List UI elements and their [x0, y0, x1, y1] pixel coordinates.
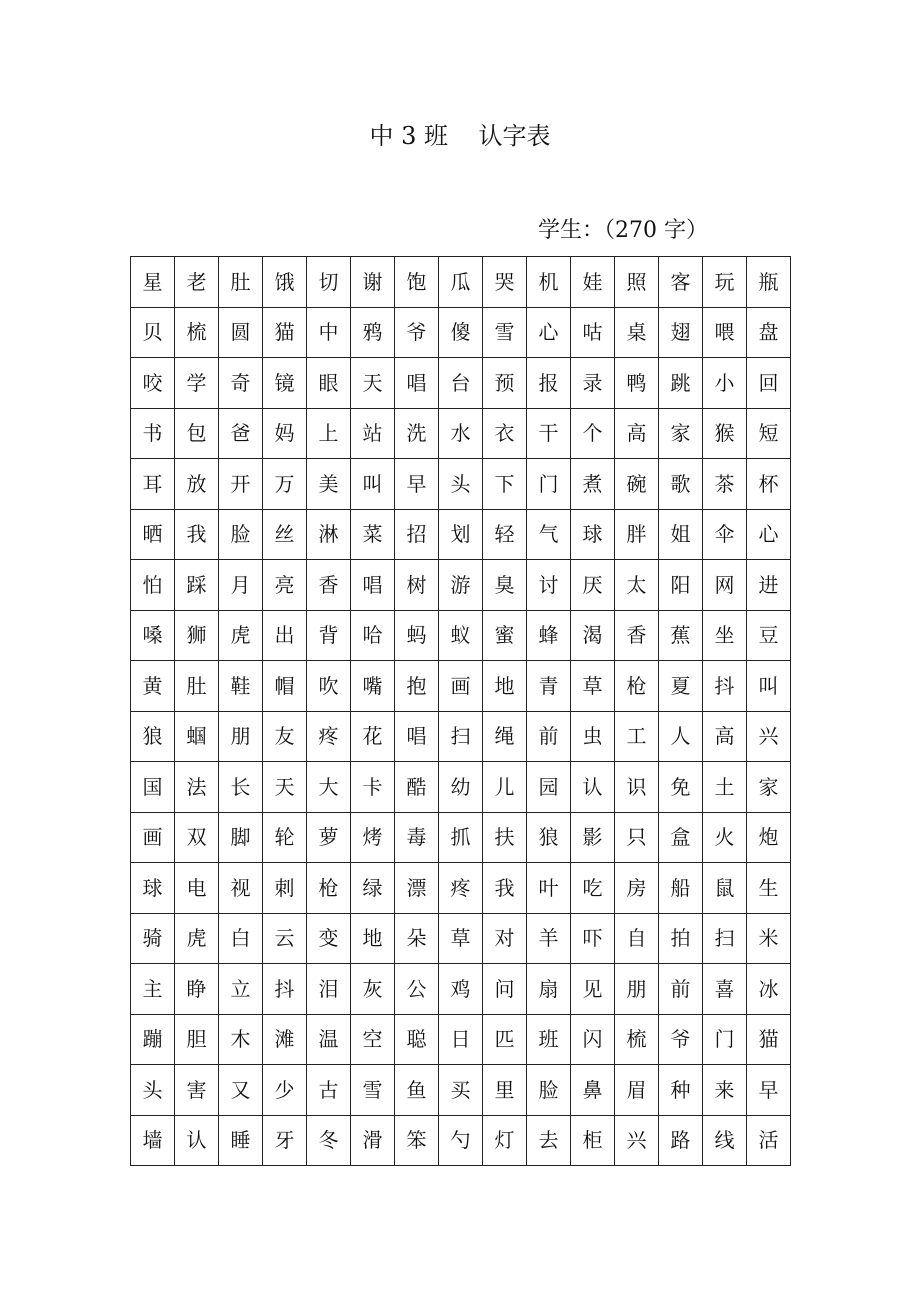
character-cell: 园 — [527, 762, 571, 813]
character-cell: 蹦 — [131, 1014, 175, 1065]
character-cell: 月 — [219, 560, 263, 611]
character-cell: 人 — [659, 711, 703, 762]
character-cell: 鸡 — [439, 964, 483, 1015]
character-cell: 老 — [175, 257, 219, 308]
character-cell: 绳 — [483, 711, 527, 762]
character-cell: 鸦 — [351, 307, 395, 358]
character-cell: 机 — [527, 257, 571, 308]
character-cell: 鱼 — [395, 1065, 439, 1116]
character-cell: 狼 — [527, 812, 571, 863]
character-cell: 蜂 — [527, 610, 571, 661]
character-cell: 鼻 — [571, 1065, 615, 1116]
character-cell: 种 — [659, 1065, 703, 1116]
character-cell: 回 — [747, 358, 791, 409]
character-row — [131, 358, 791, 409]
character-cell: 渴 — [571, 610, 615, 661]
character-cell: 兴 — [747, 711, 791, 762]
character-cell: 船 — [659, 863, 703, 914]
character-cell: 气 — [527, 509, 571, 560]
character-cell: 古 — [307, 1065, 351, 1116]
character-cell: 前 — [659, 964, 703, 1015]
character-cell: 学 — [175, 358, 219, 409]
character-cell: 雪 — [351, 1065, 395, 1116]
character-cell: 漂 — [395, 863, 439, 914]
character-cell: 胖 — [615, 509, 659, 560]
character-cell: 抱 — [395, 661, 439, 712]
character-cell: 讨 — [527, 560, 571, 611]
character-cell: 傻 — [439, 307, 483, 358]
character-cell: 豆 — [747, 610, 791, 661]
character-cell: 厌 — [571, 560, 615, 611]
character-cell: 胆 — [175, 1014, 219, 1065]
character-cell: 踩 — [175, 560, 219, 611]
character-row — [131, 863, 791, 914]
character-cell: 姐 — [659, 509, 703, 560]
character-cell: 勺 — [439, 1115, 483, 1166]
character-cell: 高 — [703, 711, 747, 762]
character-cell: 游 — [439, 560, 483, 611]
character-cell: 法 — [175, 762, 219, 813]
character-cell: 早 — [395, 459, 439, 510]
character-cell: 翅 — [659, 307, 703, 358]
character-cell: 认 — [175, 1115, 219, 1166]
character-cell: 睁 — [175, 964, 219, 1015]
character-cell: 冰 — [747, 964, 791, 1015]
character-row — [131, 711, 791, 762]
character-cell: 肚 — [219, 257, 263, 308]
character-cell: 万 — [263, 459, 307, 510]
character-cell: 洗 — [395, 408, 439, 459]
character-cell: 高 — [615, 408, 659, 459]
character-cell: 开 — [219, 459, 263, 510]
character-cell: 晒 — [131, 509, 175, 560]
character-cell: 录 — [571, 358, 615, 409]
character-cell: 朵 — [395, 913, 439, 964]
character-cell: 划 — [439, 509, 483, 560]
character-cell: 睡 — [219, 1115, 263, 1166]
character-cell: 背 — [307, 610, 351, 661]
character-cell: 毒 — [395, 812, 439, 863]
character-cell: 儿 — [483, 762, 527, 813]
character-cell: 香 — [615, 610, 659, 661]
character-cell: 画 — [439, 661, 483, 712]
character-cell: 蚁 — [439, 610, 483, 661]
character-cell: 亮 — [263, 560, 307, 611]
character-cell: 短 — [747, 408, 791, 459]
character-cell: 蕉 — [659, 610, 703, 661]
character-cell: 朋 — [219, 711, 263, 762]
character-cell: 主 — [131, 964, 175, 1015]
character-cell: 帽 — [263, 661, 307, 712]
character-cell: 娃 — [571, 257, 615, 308]
character-cell: 奇 — [219, 358, 263, 409]
character-cell: 扫 — [439, 711, 483, 762]
character-cell: 爷 — [395, 307, 439, 358]
character-cell: 对 — [483, 913, 527, 964]
character-cell: 丝 — [263, 509, 307, 560]
character-cell: 路 — [659, 1115, 703, 1166]
character-cell: 伞 — [703, 509, 747, 560]
character-cell: 碗 — [615, 459, 659, 510]
character-cell: 爷 — [659, 1014, 703, 1065]
character-cell: 花 — [351, 711, 395, 762]
character-cell: 球 — [571, 509, 615, 560]
character-cell: 客 — [659, 257, 703, 308]
character-cell: 扫 — [703, 913, 747, 964]
character-cell: 太 — [615, 560, 659, 611]
character-row — [131, 661, 791, 712]
character-cell: 变 — [307, 913, 351, 964]
character-cell: 冬 — [307, 1115, 351, 1166]
character-cell: 匹 — [483, 1014, 527, 1065]
character-cell: 滩 — [263, 1014, 307, 1065]
character-cell: 个 — [571, 408, 615, 459]
character-cell: 笨 — [395, 1115, 439, 1166]
character-cell: 鞋 — [219, 661, 263, 712]
character-cell: 书 — [131, 408, 175, 459]
character-cell: 雪 — [483, 307, 527, 358]
character-cell: 灯 — [483, 1115, 527, 1166]
character-cell: 猴 — [703, 408, 747, 459]
character-cell: 出 — [263, 610, 307, 661]
character-cell: 生 — [747, 863, 791, 914]
character-cell: 猫 — [263, 307, 307, 358]
character-cell: 蝈 — [175, 711, 219, 762]
character-cell: 画 — [131, 812, 175, 863]
character-cell: 唱 — [395, 711, 439, 762]
character-cell: 蚂 — [395, 610, 439, 661]
character-cell: 我 — [483, 863, 527, 914]
character-cell: 朋 — [615, 964, 659, 1015]
character-cell: 炮 — [747, 812, 791, 863]
character-cell: 臭 — [483, 560, 527, 611]
character-cell: 台 — [439, 358, 483, 409]
character-cell: 国 — [131, 762, 175, 813]
character-cell: 闪 — [571, 1014, 615, 1065]
character-cell: 枪 — [307, 863, 351, 914]
character-cell: 圆 — [219, 307, 263, 358]
character-cell: 吹 — [307, 661, 351, 712]
character-cell: 线 — [703, 1115, 747, 1166]
character-cell: 肚 — [175, 661, 219, 712]
character-cell: 照 — [615, 257, 659, 308]
character-cell: 衣 — [483, 408, 527, 459]
character-cell: 脸 — [527, 1065, 571, 1116]
character-cell: 妈 — [263, 408, 307, 459]
character-cell: 我 — [175, 509, 219, 560]
character-cell: 视 — [219, 863, 263, 914]
character-cell: 贝 — [131, 307, 175, 358]
character-cell: 家 — [747, 762, 791, 813]
character-cell: 影 — [571, 812, 615, 863]
character-row — [131, 509, 791, 560]
character-cell: 脸 — [219, 509, 263, 560]
character-cell: 饿 — [263, 257, 307, 308]
character-cell: 抖 — [703, 661, 747, 712]
character-cell: 鸭 — [615, 358, 659, 409]
character-cell: 谢 — [351, 257, 395, 308]
character-cell: 咕 — [571, 307, 615, 358]
character-table — [130, 256, 791, 1166]
character-cell: 家 — [659, 408, 703, 459]
character-cell: 疼 — [307, 711, 351, 762]
character-cell: 班 — [527, 1014, 571, 1065]
character-cell: 前 — [527, 711, 571, 762]
character-cell: 扇 — [527, 964, 571, 1015]
character-cell: 坐 — [703, 610, 747, 661]
character-row — [131, 913, 791, 964]
character-cell: 只 — [615, 812, 659, 863]
character-cell: 活 — [747, 1115, 791, 1166]
character-cell: 蜜 — [483, 610, 527, 661]
character-cell: 房 — [615, 863, 659, 914]
character-cell: 包 — [175, 408, 219, 459]
character-cell: 淋 — [307, 509, 351, 560]
character-cell: 小 — [703, 358, 747, 409]
character-cell: 站 — [351, 408, 395, 459]
character-cell: 见 — [571, 964, 615, 1015]
character-cell: 虫 — [571, 711, 615, 762]
character-cell: 绿 — [351, 863, 395, 914]
character-cell: 滑 — [351, 1115, 395, 1166]
character-cell: 骑 — [131, 913, 175, 964]
character-cell: 草 — [571, 661, 615, 712]
character-cell: 刺 — [263, 863, 307, 914]
character-cell: 地 — [483, 661, 527, 712]
character-cell: 幼 — [439, 762, 483, 813]
character-cell: 免 — [659, 762, 703, 813]
character-cell: 梳 — [175, 307, 219, 358]
character-cell: 盘 — [747, 307, 791, 358]
character-cell: 萝 — [307, 812, 351, 863]
character-cell: 切 — [307, 257, 351, 308]
character-cell: 招 — [395, 509, 439, 560]
character-cell: 认 — [571, 762, 615, 813]
character-cell: 叫 — [747, 661, 791, 712]
character-cell: 饱 — [395, 257, 439, 308]
character-row — [131, 964, 791, 1015]
character-row — [131, 560, 791, 611]
character-cell: 嘴 — [351, 661, 395, 712]
character-cell: 瓶 — [747, 257, 791, 308]
character-row — [131, 257, 791, 308]
character-cell: 喜 — [703, 964, 747, 1015]
character-cell: 立 — [219, 964, 263, 1015]
character-row — [131, 408, 791, 459]
character-cell: 大 — [307, 762, 351, 813]
character-cell: 狮 — [175, 610, 219, 661]
character-cell: 头 — [439, 459, 483, 510]
character-row — [131, 1014, 791, 1065]
character-cell: 扶 — [483, 812, 527, 863]
character-cell: 歌 — [659, 459, 703, 510]
character-cell: 草 — [439, 913, 483, 964]
character-cell: 虎 — [175, 913, 219, 964]
character-cell: 爸 — [219, 408, 263, 459]
character-cell: 网 — [703, 560, 747, 611]
character-row — [131, 459, 791, 510]
character-cell: 柜 — [571, 1115, 615, 1166]
character-cell: 米 — [747, 913, 791, 964]
character-cell: 早 — [747, 1065, 791, 1116]
character-cell: 跳 — [659, 358, 703, 409]
character-cell: 怕 — [131, 560, 175, 611]
character-cell: 吓 — [571, 913, 615, 964]
character-cell: 星 — [131, 257, 175, 308]
character-table-body — [131, 257, 791, 1166]
character-cell: 枪 — [615, 661, 659, 712]
character-cell: 牙 — [263, 1115, 307, 1166]
character-cell: 里 — [483, 1065, 527, 1116]
character-cell: 酷 — [395, 762, 439, 813]
character-cell: 空 — [351, 1014, 395, 1065]
character-cell: 电 — [175, 863, 219, 914]
page-title: 中 3 班 认字表 — [369, 122, 551, 150]
character-cell: 来 — [703, 1065, 747, 1116]
character-cell: 盒 — [659, 812, 703, 863]
character-cell: 脚 — [219, 812, 263, 863]
character-cell: 兴 — [615, 1115, 659, 1166]
character-cell: 聪 — [395, 1014, 439, 1065]
character-cell: 识 — [615, 762, 659, 813]
character-cell: 去 — [527, 1115, 571, 1166]
character-cell: 叶 — [527, 863, 571, 914]
character-cell: 球 — [131, 863, 175, 914]
character-cell: 轮 — [263, 812, 307, 863]
character-cell: 自 — [615, 913, 659, 964]
character-cell: 头 — [131, 1065, 175, 1116]
character-cell: 地 — [351, 913, 395, 964]
character-cell: 墙 — [131, 1115, 175, 1166]
character-cell: 下 — [483, 459, 527, 510]
character-cell: 鼠 — [703, 863, 747, 914]
character-cell: 唱 — [395, 358, 439, 409]
character-cell: 疼 — [439, 863, 483, 914]
character-cell: 问 — [483, 964, 527, 1015]
character-cell: 煮 — [571, 459, 615, 510]
character-cell: 哈 — [351, 610, 395, 661]
character-row — [131, 307, 791, 358]
character-cell: 叫 — [351, 459, 395, 510]
character-cell: 门 — [703, 1014, 747, 1065]
character-cell: 香 — [307, 560, 351, 611]
character-cell: 抓 — [439, 812, 483, 863]
character-cell: 长 — [219, 762, 263, 813]
character-cell: 土 — [703, 762, 747, 813]
student-label: 学生：（270 字） — [538, 218, 708, 243]
character-cell: 心 — [747, 509, 791, 560]
character-cell: 日 — [439, 1014, 483, 1065]
character-cell: 买 — [439, 1065, 483, 1116]
character-cell: 干 — [527, 408, 571, 459]
character-cell: 少 — [263, 1065, 307, 1116]
character-cell: 虎 — [219, 610, 263, 661]
character-cell: 眼 — [307, 358, 351, 409]
character-cell: 火 — [703, 812, 747, 863]
character-cell: 咬 — [131, 358, 175, 409]
character-cell: 心 — [527, 307, 571, 358]
character-cell: 木 — [219, 1014, 263, 1065]
character-cell: 青 — [527, 661, 571, 712]
character-cell: 茶 — [703, 459, 747, 510]
character-cell: 杯 — [747, 459, 791, 510]
character-cell: 耳 — [131, 459, 175, 510]
character-cell: 阳 — [659, 560, 703, 611]
character-cell: 菜 — [351, 509, 395, 560]
character-cell: 灰 — [351, 964, 395, 1015]
character-cell: 梳 — [615, 1014, 659, 1065]
character-cell: 猫 — [747, 1014, 791, 1065]
character-cell: 眉 — [615, 1065, 659, 1116]
character-cell: 唱 — [351, 560, 395, 611]
character-cell: 水 — [439, 408, 483, 459]
character-cell: 桌 — [615, 307, 659, 358]
character-row — [131, 762, 791, 813]
character-cell: 上 — [307, 408, 351, 459]
character-cell: 云 — [263, 913, 307, 964]
character-cell: 进 — [747, 560, 791, 611]
character-cell: 温 — [307, 1014, 351, 1065]
character-cell: 抖 — [263, 964, 307, 1015]
character-cell: 预 — [483, 358, 527, 409]
character-row — [131, 1115, 791, 1166]
character-cell: 狼 — [131, 711, 175, 762]
character-cell: 卡 — [351, 762, 395, 813]
character-cell: 玩 — [703, 257, 747, 308]
character-row — [131, 1065, 791, 1116]
character-cell: 拍 — [659, 913, 703, 964]
character-cell: 美 — [307, 459, 351, 510]
character-cell: 喂 — [703, 307, 747, 358]
character-cell: 轻 — [483, 509, 527, 560]
character-cell: 工 — [615, 711, 659, 762]
character-row — [131, 812, 791, 863]
character-cell: 门 — [527, 459, 571, 510]
character-cell: 嗓 — [131, 610, 175, 661]
character-cell: 又 — [219, 1065, 263, 1116]
character-cell: 夏 — [659, 661, 703, 712]
character-cell: 瓜 — [439, 257, 483, 308]
character-cell: 天 — [263, 762, 307, 813]
character-cell: 害 — [175, 1065, 219, 1116]
character-cell: 双 — [175, 812, 219, 863]
character-row — [131, 610, 791, 661]
character-cell: 中 — [307, 307, 351, 358]
character-cell: 树 — [395, 560, 439, 611]
character-cell: 放 — [175, 459, 219, 510]
character-cell: 白 — [219, 913, 263, 964]
character-cell: 公 — [395, 964, 439, 1015]
character-cell: 吃 — [571, 863, 615, 914]
character-cell: 黄 — [131, 661, 175, 712]
character-cell: 友 — [263, 711, 307, 762]
character-cell: 泪 — [307, 964, 351, 1015]
character-cell: 报 — [527, 358, 571, 409]
character-cell: 羊 — [527, 913, 571, 964]
character-cell: 烤 — [351, 812, 395, 863]
character-cell: 镜 — [263, 358, 307, 409]
character-cell: 哭 — [483, 257, 527, 308]
character-cell: 天 — [351, 358, 395, 409]
